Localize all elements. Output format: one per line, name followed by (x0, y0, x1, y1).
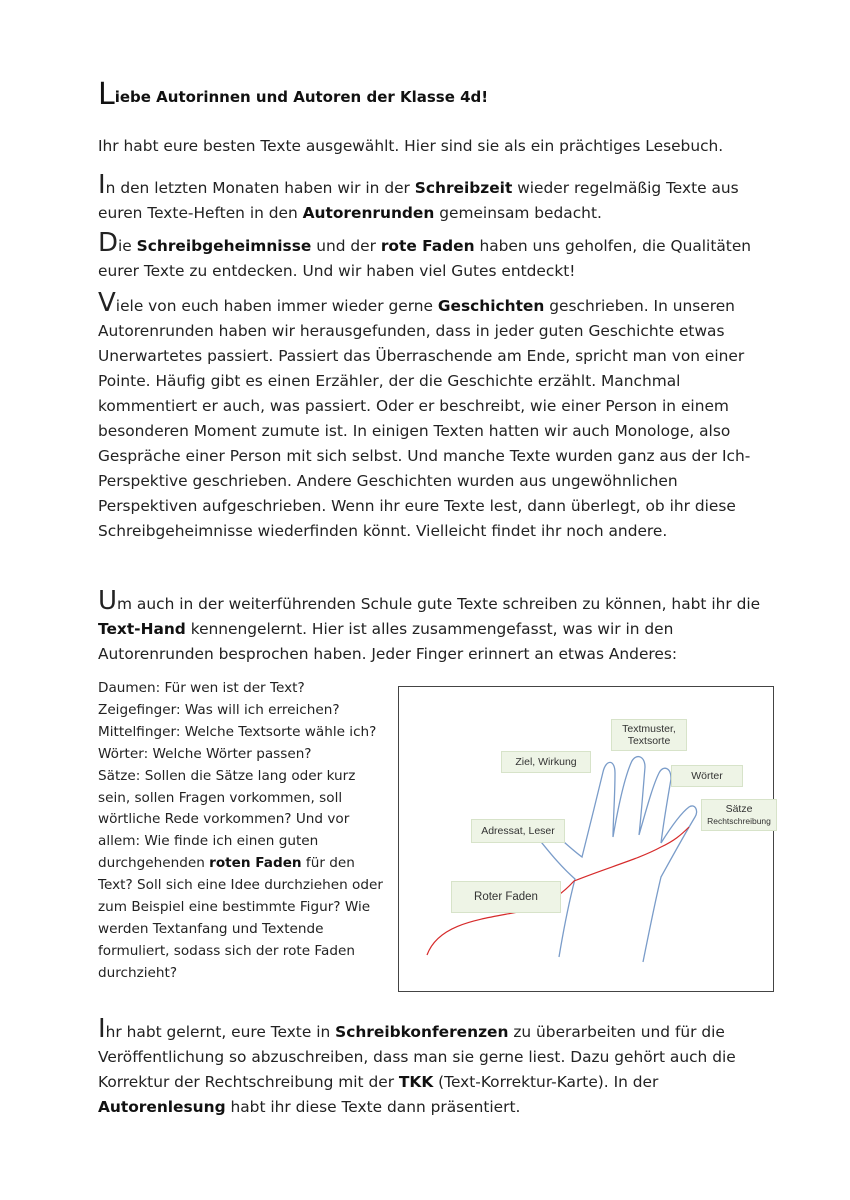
finger-item-woerter: Wörter: Welche Wörter passen? (98, 745, 312, 762)
paragraph-text: wieder regelmäßig Texte aus euren Texte-Heften in den (98, 179, 739, 222)
term-roten-faden: roten Faden (209, 855, 302, 872)
paragraph-text: haben uns geholfen, die Qualitäten eurer Texte zu entdecken. Und wir haben viel Gutes entdeckt! (98, 237, 752, 280)
paragraph-text: gemeinsam bedacht. (434, 204, 602, 222)
finger-item-daumen: Daumen: Für wen ist der Text? (98, 680, 305, 696)
paragraph-initial: V (98, 288, 116, 318)
term-rote-faden: rote Faden (380, 237, 475, 255)
label-adressat-leser: Adressat, Leser (471, 819, 565, 843)
paragraph-text: und der (311, 237, 381, 255)
paragraph-text: zu überarbeiten und für die Veröffentlichung so abzuschreiben, dass man sie gerne liest. Dazu gehört auch die Korrektur der Rechtschreibung mit der (98, 1023, 736, 1091)
paragraph-text: ie (118, 237, 137, 255)
term-tkk: TKK (398, 1073, 434, 1091)
paragraph-text: (Text-Korrektur-Karte). In der (433, 1073, 659, 1091)
hand-outline-icon (399, 687, 772, 990)
label-text: Rechtschreibung (707, 816, 771, 826)
term-autorenlesung: Autorenlesung (98, 1098, 226, 1116)
paragraph-text: kennengelernt. Hier ist alles zusammengefasst, was wir in den Autorenrunden besprochen haben. Jeder Finger erinnert an etwas Anderes: (98, 620, 678, 663)
paragraph-text: geschrieben. In unseren Autorenrunden haben wir herausgefunden, dass in jeder guten Geschichte etwas Unerwartetes passiert. Passiert das Überraschende am Ende, spricht man von einer Pointe. Häufig gibt es einen Erzähler, der die Geschichte erzählt. Manchmal kommentiert er auch, was passiert. Oder er beschreibt, wie einer Person in einem besonderen Moment zumute ist. In einigen Texten hatten wir auch Monologe, also Gespräche einer Person mit sich selbst. Und manche Texte wurden ganz aus der Ich-Perspektive geschrieben. Andere Geschichten wurden aus ungewöhnlichen Perspektiven aufgeschrieben. Wenn ihr eure Texte lest, dann überlegt, ob ihr diese Schreibgeheimnisse wiederfinden könnt. Vielleicht findet ihr noch andere. (98, 297, 751, 540)
finger-item-saetze (98, 766, 390, 985)
paragraph-text: n den letzten Monaten haben wir in der (105, 179, 415, 197)
letter-heading (98, 77, 489, 112)
finger-item-zeigefinger: Zeigefinger: Was will ich erreichen? (98, 701, 340, 718)
label-ziel-wirkung: Ziel, Wirkung (501, 751, 591, 773)
label-text: Textmuster, (622, 723, 676, 735)
heading-text: iebe Autorinnen und Autoren der Klasse 4d! (114, 88, 489, 106)
term-geschichten: Geschichten (437, 297, 545, 315)
heading-initial: L (98, 77, 115, 112)
paragraph-text-hand (98, 588, 778, 667)
finger-item-mittelfinger: Mittelfinger: Welche Textsorte wähle ich? (98, 723, 377, 740)
label-woerter: Wörter (671, 765, 743, 787)
label-text: Sätze (725, 803, 753, 815)
term-text-hand: Text-Hand (98, 620, 186, 638)
label-roter-faden: Roter Faden (451, 881, 561, 913)
paragraph-initial: D (98, 228, 119, 258)
term-schreibzeit: Schreibzeit (414, 179, 513, 197)
paragraph-text: hr habt gelernt, eure Texte in (105, 1023, 336, 1041)
paragraph-text: iele von euch haben immer wieder gerne (115, 297, 438, 315)
paragraph-initial: I (98, 170, 106, 200)
label-text: Textsorte (627, 735, 671, 747)
term-schreibgeheimnisse: Schreibgeheimnisse (136, 237, 312, 255)
term-autorenrunden: Autorenrunden (302, 204, 435, 222)
paragraph-schreibkonferenzen (98, 1016, 778, 1120)
paragraph-initial: I (98, 1014, 106, 1044)
list-text: Sätze: Sollen die Sätze lang oder kurz sein, sollen Fragen vorkommen, soll wörtliche Rede vorkommen? Und vor allem: Wie finde ich einen guten durchgehenden (98, 767, 356, 872)
list-text: für den Text? Soll sich eine Idee durchziehen oder zum Beispiel eine bestimmte Figur? Wie werden Textanfang und Textende formuliert, sodass sich der rote Faden durchzieht? (98, 855, 383, 981)
term-schreibkonferenzen: Schreibkonferenzen (335, 1023, 509, 1041)
label-textmuster (611, 719, 687, 751)
label-saetze (701, 799, 777, 831)
paragraph-geschichten (98, 290, 778, 544)
paragraph-schreibgeheimnisse (98, 230, 778, 284)
text-hand-figure (398, 686, 774, 992)
paragraph-text: m auch in der weiterführenden Schule gute Texte schreiben zu können, habt ihr die (117, 595, 761, 613)
finger-list (98, 678, 390, 985)
paragraph-initial: U (98, 586, 118, 616)
paragraph-schreibzeit (98, 172, 778, 226)
paragraph-intro (98, 134, 778, 159)
paragraph-text: habt ihr diese Texte dann präsentiert. (225, 1098, 521, 1116)
paragraph-intro-text: Ihr habt eure besten Texte ausgewählt. Hier sind sie als ein prächtiges Lesebuch. (98, 137, 724, 155)
